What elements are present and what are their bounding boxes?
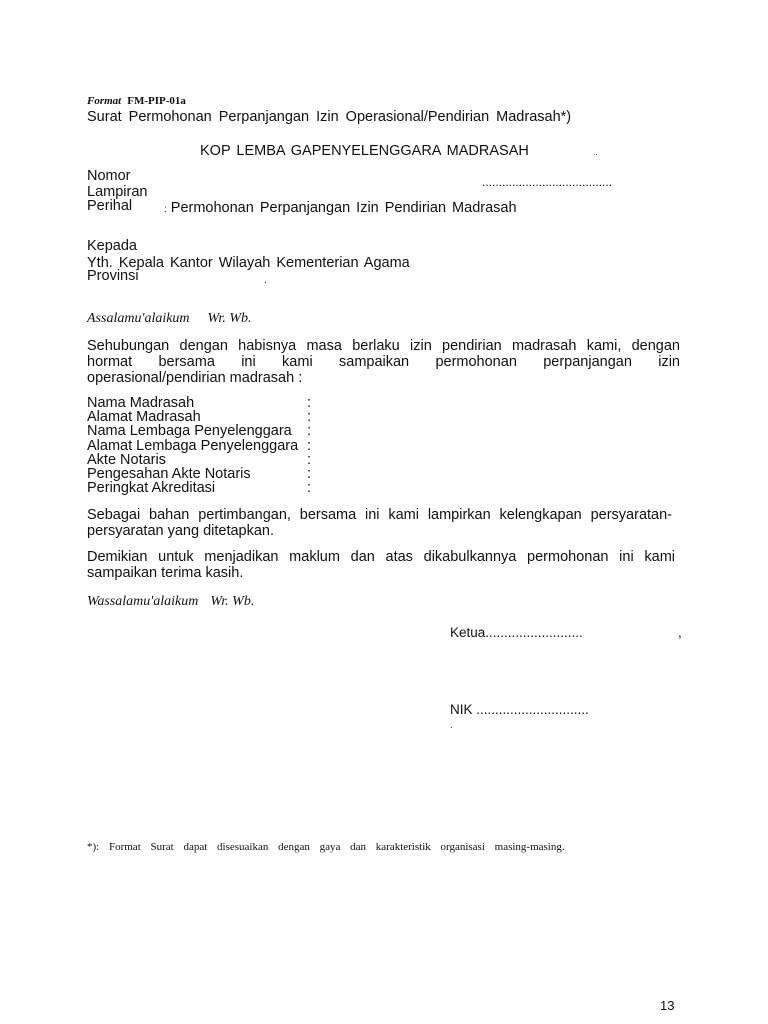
closing-wb: Wr. Wb. xyxy=(210,594,255,609)
field-colon: : xyxy=(307,437,312,454)
field-name: Pengesahan Akte Notaris xyxy=(87,466,251,483)
perihal-colon: : xyxy=(164,204,167,215)
field-name: Alamat Madrasah xyxy=(87,409,201,426)
nomor-label: Nomor xyxy=(87,168,131,184)
paragraph-line: Sebagai bahan pertimbangan, bersama ini kami lampirkan kelengkapan persyaratan- xyxy=(87,507,672,523)
perihal-value xyxy=(164,200,517,216)
letterhead-dots: .. xyxy=(593,148,598,157)
field-colon: : xyxy=(307,451,312,468)
greeting-salam: Assalamu'alaikum xyxy=(87,311,190,326)
recipient-line: Yth. Kepala Kantor Wilayah Kementerian Agama xyxy=(87,255,410,271)
paragraph-line: Demikian untuk menjadikan maklum dan atas dikabulkannya permohonan ini kami xyxy=(87,549,675,565)
greeting-wb: Wr. Wb. xyxy=(207,311,252,326)
field-row xyxy=(87,481,317,495)
field-colon: : xyxy=(307,395,312,411)
letterhead-placeholder: KOP LEMBA GAPENYELENGGARA MADRASAH xyxy=(200,143,529,159)
paragraph-line: operasional/pendirian madrasah : xyxy=(87,370,303,386)
field-row xyxy=(87,439,317,453)
field-row xyxy=(87,467,317,481)
nik-line: NIK .............................. xyxy=(450,702,589,717)
closing-salam: Wassalamu'alaikum xyxy=(87,594,199,609)
field-colon: : xyxy=(307,466,312,483)
paragraph-line: hormat bersama ini kami sampaikan permohonan perpanjangan izin xyxy=(87,354,680,370)
perihal-label: Perihal xyxy=(87,198,133,214)
opening-paragraph xyxy=(87,338,680,386)
provinsi-dot: . xyxy=(264,275,267,286)
field-colon: : xyxy=(307,409,312,426)
field-name: Peringkat Akreditasi xyxy=(87,480,216,497)
ketua-signature-line: Ketua.......................... xyxy=(450,625,583,640)
format-code-value: FM-PIP-01a xyxy=(127,95,186,107)
paragraph-line: Sehubungan dengan habisnya masa berlaku izin pendirian madrasah kami, dengan xyxy=(87,338,680,354)
closing-paragraph xyxy=(87,549,675,581)
field-row xyxy=(87,410,317,424)
kepada-label: Kepada xyxy=(87,238,137,254)
document-title: Surat Permohonan Perpanjangan Izin Operasional/Pendirian Madrasah*) xyxy=(87,109,572,125)
paragraph-line: persyaratan yang ditetapkan. xyxy=(87,523,275,539)
perihal-text: Permohonan Perpanjangan Izin Pendirian Madrasah xyxy=(170,200,517,216)
lampiran-label: Lampiran xyxy=(87,184,148,200)
page-number: 13 xyxy=(660,998,675,1013)
paragraph-line: sampaikan terima kasih. xyxy=(87,565,244,581)
nik-dot: . xyxy=(450,720,453,730)
footnote: *): Format Surat dapat disesuaikan dengan gaya dan karakteristik organisasi masing-masing. xyxy=(87,841,565,853)
closing-greeting xyxy=(87,594,254,610)
field-row xyxy=(87,396,317,410)
field-row xyxy=(87,453,317,467)
format-code xyxy=(87,95,186,107)
field-name: Akte Notaris xyxy=(87,451,166,468)
field-name: Nama Madrasah xyxy=(87,395,195,411)
provinsi-label: Provinsi xyxy=(87,268,139,284)
field-list xyxy=(87,396,317,495)
opening-greeting xyxy=(87,311,252,327)
nomor-value: ....................................... xyxy=(482,175,613,189)
field-name: Alamat Lembaga Penyelenggara xyxy=(87,437,299,454)
field-colon: : xyxy=(307,480,312,497)
format-label: Format xyxy=(87,95,122,107)
field-colon: : xyxy=(307,423,312,440)
field-name: Nama Lembaga Penyelenggara xyxy=(87,423,292,440)
ketua-comma: , xyxy=(678,625,682,640)
field-row xyxy=(87,424,317,438)
attachment-paragraph xyxy=(87,507,672,539)
